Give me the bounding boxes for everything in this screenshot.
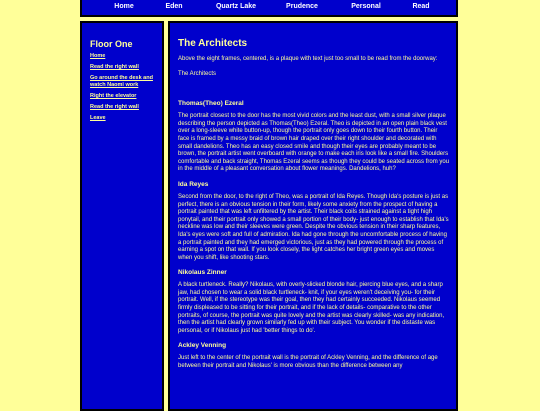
section-heading: Ackley Venning: [178, 342, 227, 350]
nav-quartz-lake[interactable]: Quartz Lake: [215, 3, 257, 10]
section-text: The portrait closest to the door has the most vivid colors and the least dust, with a small silver plaque describing the person depicted as Thomas(Theo) Ezeral. Theo is depicted in an open plain black vest over a long-sleeve white button-up, though the portrait only goes down to their fourth button. Their face is framed by a messy braid of brown hair draped over their right shoulder and decorated with small dandelions. Theo has an easy closed smile and though their eyes are probably meant to be brown, the portrait artist went overboard with orange to make each iris look like a small fire. Shoulders comfortable and back straight, Thomas Ezeral seems as though they could be seated across from you in the middle of a pleasant conversation about flower meanings. Dandelions, huh?: [178, 113, 450, 173]
sidebar-item: [90, 104, 160, 111]
section-heading: Ida Reyes: [178, 180, 209, 188]
sidebar-item: [90, 115, 160, 122]
sidebar-link-read-right-wall[interactable]: Read the right wall: [90, 64, 139, 70]
nav-home[interactable]: Home: [114, 3, 134, 10]
sidebar-link-elevator[interactable]: Right the elevator: [90, 93, 137, 99]
sidebar-item: [90, 93, 160, 100]
sidebar-links: [90, 53, 160, 126]
sidebar-link-watch-naomi[interactable]: Go around the desk and watch Naomi work: [90, 75, 153, 88]
sidebar-item: [90, 75, 160, 89]
plaque-text: The Architects: [178, 70, 217, 77]
section-text: A black turtleneck. Really? Nikolaus, with overly-slicked blonde hair, piercing blue eyes, and a sharp jaw, had chosen to wear a solid black turtleneck- knit, if your eyes weren't deceiving you- for their portrait. Well, if the stereotype was their goal, then they had certainly succeeded. Nikolaus seemed firmly displeased to be sitting for their portrait, and if the lack of details- comparative to the other portraits, of course, the portrait was quite lovely and the artist was clearly skilled- was any indication, then the artist had clearly grown similarly fed up with their subject. You wonder if the distaste was personal, or if Nikolaus just had 'better things to do'.: [178, 282, 445, 334]
sidebar-title: Floor One: [90, 39, 133, 49]
top-navigation: [80, 0, 458, 17]
section-heading: Thomas(Theo) Ezeral: [178, 100, 244, 108]
intro-text: Above the eight frames, centered, is a plaque with text just too small to be read from the doorway:: [178, 56, 438, 62]
sidebar-item: [90, 53, 160, 60]
main-content: [168, 21, 458, 411]
sidebar-link-home[interactable]: Home: [90, 53, 106, 59]
page-title: The Architects: [178, 38, 248, 49]
sidebar: [80, 21, 164, 411]
nav-eden[interactable]: Eden: [165, 3, 183, 10]
sidebar-link-read-right-wall-2[interactable]: Read the right wall: [90, 104, 139, 110]
sidebar-link-leave[interactable]: Leave: [90, 115, 106, 121]
section-heading: Nikolaus Zinner: [178, 269, 227, 277]
sidebar-item: [90, 64, 160, 71]
nav-prudence[interactable]: Prudence: [286, 3, 318, 10]
nav-read[interactable]: Read: [412, 3, 430, 10]
section-text: Second from the door, to the right of Theo, was a portrait of Ida Reyes. Though Ida's posture is just as perfect, there is an obvious tension in their form, likely some anxiety from the prospect of having a portrait painted that was left unfiltered by the artist. Their black coils strained against a tight high ponytail, and their portrait only showed a small portion of their body- just enough to establish that Ida's neckline was low and their sleeves were green. Despite the obvious tension in their sharp features, Ida's eyes were soft and full of admiration. Ida had gone through the uncomfortable process of having a portrait painted and they had emerged victorious, just as they had powered through the process of earning a spot on that wall. If you look closely, the light catches her bright green eyes and moves when you shift, like shooting stars.: [178, 193, 449, 261]
article-body: [178, 56, 450, 378]
section-text: Just left to the center of the portrait wall is the portrait of Ackley Venning, and the difference of age between their portrait and Nikolaus' is more obvious than the difference between any: [178, 355, 438, 370]
nav-personal[interactable]: Personal: [351, 3, 381, 10]
